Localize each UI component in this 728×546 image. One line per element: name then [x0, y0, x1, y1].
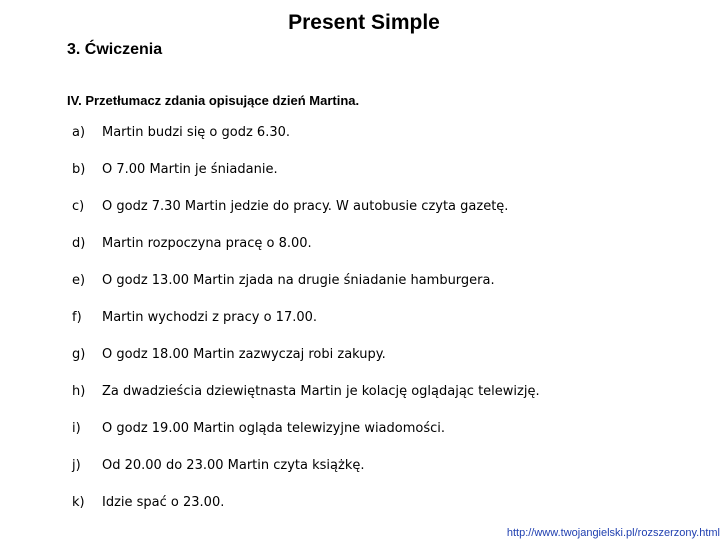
item-letter: i) — [72, 421, 81, 436]
item-letter: a) — [72, 125, 86, 140]
list-item — [72, 160, 540, 180]
item-letter: j) — [72, 458, 81, 473]
item-text: O godz 18.00 Martin zazwyczaj robi zakupy. — [102, 347, 386, 362]
list-item — [72, 197, 540, 217]
item-letter: f) — [72, 310, 82, 325]
item-letter: h) — [72, 384, 86, 399]
item-text: O 7.00 Martin je śniadanie. — [102, 162, 278, 177]
page-title: Present Simple — [288, 11, 440, 34]
item-text: O godz 13.00 Martin zjada na drugie śniadanie hamburgera. — [102, 273, 495, 288]
list-item — [72, 271, 540, 291]
item-text: Za dwadzieścia dziewiętnasta Martin je kolację oglądając telewizję. — [102, 384, 540, 399]
item-letter: e) — [72, 273, 86, 288]
exercise-instruction: IV. Przetłumacz zdania opisujące dzień Martina. — [67, 93, 360, 108]
item-text: Od 20.00 do 23.00 Martin czyta książkę. — [102, 458, 365, 473]
item-letter: c) — [72, 199, 85, 214]
list-item — [72, 123, 540, 143]
list-item — [72, 382, 540, 402]
list-item — [72, 308, 540, 328]
item-text: O godz 19.00 Martin ogląda telewizyjne wiadomości. — [102, 421, 446, 436]
section-heading: 3. Ćwiczenia — [67, 41, 163, 58]
item-letter: b) — [72, 162, 86, 177]
item-text: Martin rozpoczyna pracę o 8.00. — [102, 236, 312, 251]
item-letter: g) — [72, 347, 86, 362]
item-letter: k) — [72, 495, 85, 510]
exercise-list — [72, 123, 540, 530]
item-letter: d) — [72, 236, 86, 251]
item-text: Martin wychodzi z pracy o 17.00. — [102, 310, 318, 325]
list-item — [72, 493, 540, 513]
list-item — [72, 345, 540, 365]
list-item — [72, 234, 540, 254]
item-text: Idzie spać o 23.00. — [102, 495, 225, 510]
item-text: O godz 7.30 Martin jedzie do pracy. W autobusie czyta gazetę. — [102, 199, 509, 214]
item-text: Martin budzi się o godz 6.30. — [102, 125, 291, 140]
list-item — [72, 456, 540, 476]
footer-url-link[interactable]: http://www.twojangielski.pl/rozszerzony.html — [506, 527, 720, 539]
list-item — [72, 419, 540, 439]
